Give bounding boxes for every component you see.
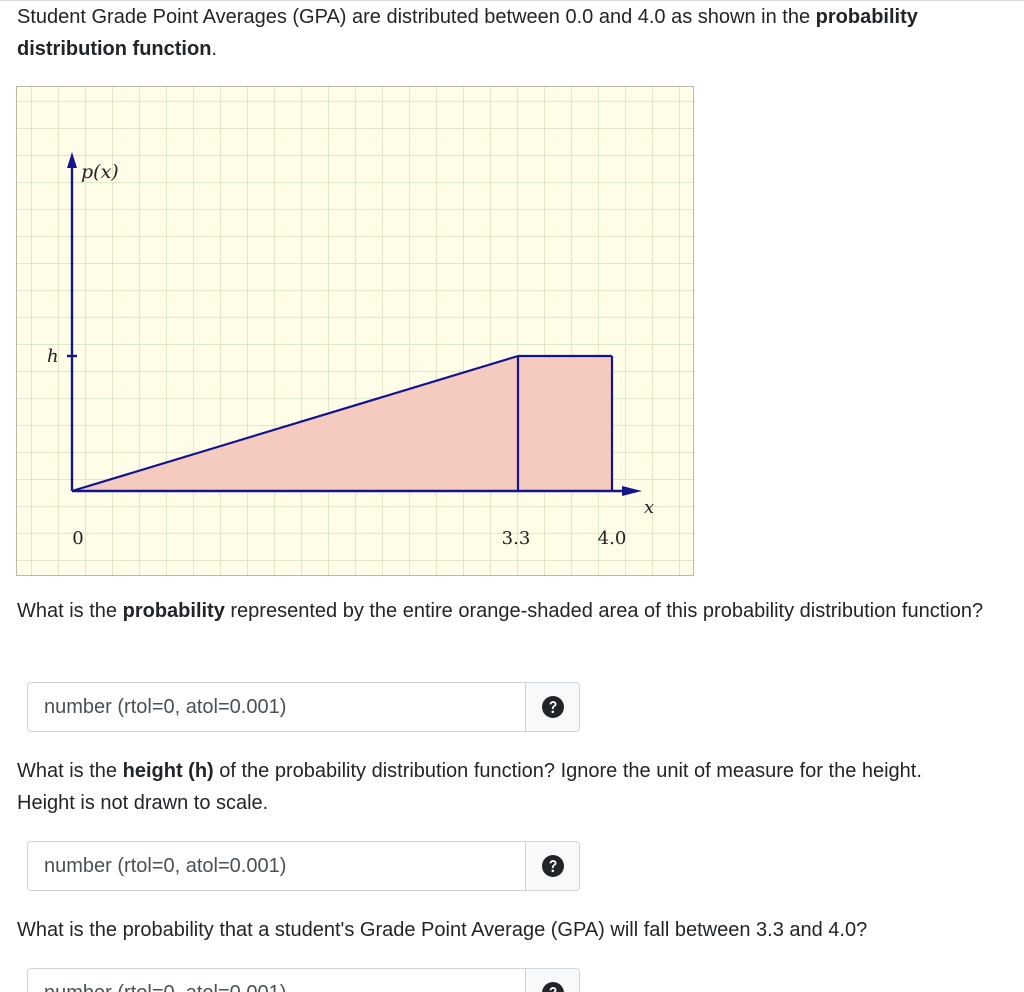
answer-3-input[interactable]	[27, 968, 525, 992]
question-circle-icon	[542, 982, 564, 992]
question-2-bold-term: height (h)	[122, 760, 214, 782]
intro-text: Student Grade Point Averages (GPA) are distributed between 0.0 and 4.0 as shown in the	[17, 6, 816, 28]
answer-1-group	[27, 682, 580, 732]
answer-2-help-button[interactable]	[525, 841, 580, 891]
answer-2-input[interactable]	[27, 841, 525, 891]
question-2-text: What is the height (h) of the probability distribution function? Ignore the unit of measure for the height. Height is not drawn to scale.	[17, 755, 1024, 819]
answer-1-input[interactable]	[27, 682, 525, 732]
question-intro	[17, 1, 1017, 65]
shaded-rectangle-region	[518, 356, 612, 491]
x-tick-label-3-3: 3.3	[501, 528, 531, 549]
y-axis-label: p(x)	[81, 161, 119, 183]
question-circle-icon	[542, 696, 564, 718]
x-tick-label-4-0: 4.0	[597, 528, 627, 549]
intro-suffix: .	[211, 38, 217, 60]
question-circle-icon	[542, 855, 564, 877]
x-tick-label-0: 0	[72, 528, 84, 549]
answer-1-help-button[interactable]	[525, 682, 580, 732]
answer-3-help-button[interactable]	[525, 968, 580, 992]
grid-background	[17, 87, 694, 576]
answer-3-group	[27, 968, 580, 992]
x-axis-label: x	[644, 497, 655, 518]
question-3-text: What is the probability that a student's Grade Point Average (GPA) will fall between 3.3 and 4.0?	[17, 919, 868, 941]
question-1-bold-term: probability	[122, 600, 225, 622]
h-label: h	[47, 346, 59, 367]
answer-2-group	[27, 841, 580, 891]
question-1-text: What is the probability represented by the entire orange-shaded area of this probability distribution function?	[17, 600, 984, 622]
intro-bold-term: probability distribution function	[17, 6, 918, 60]
pdf-figure	[16, 86, 694, 576]
question-2-note: Height is not drawn to scale.	[17, 792, 269, 814]
